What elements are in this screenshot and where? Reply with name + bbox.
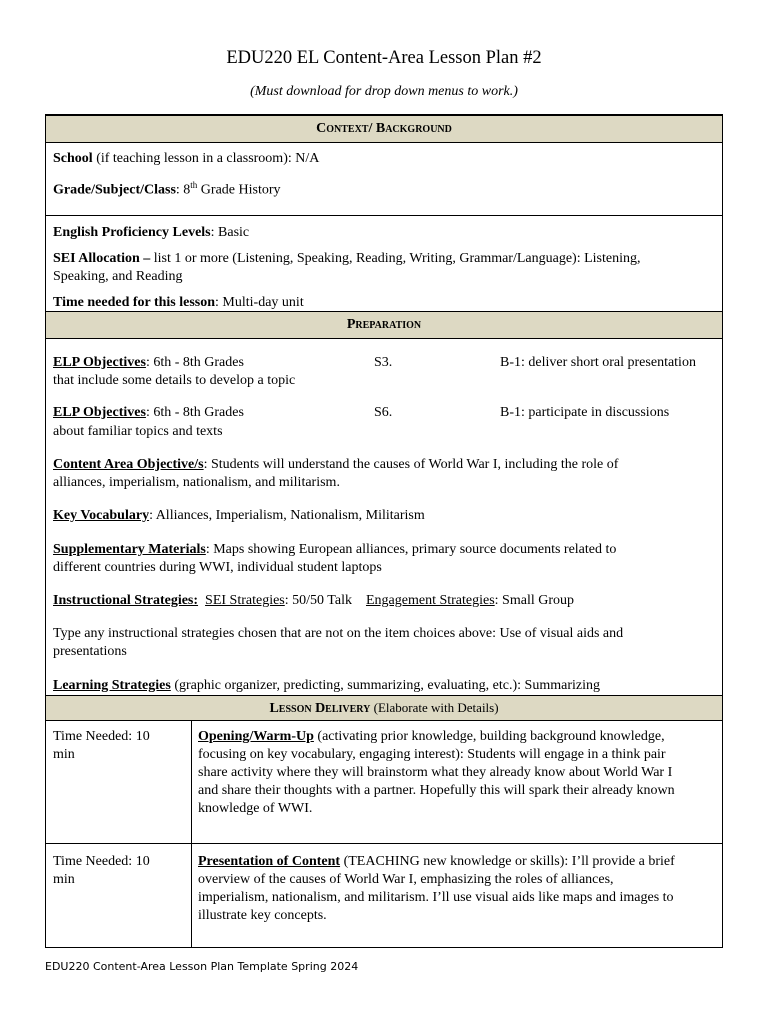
school-label: School [53,151,93,166]
content-objective-text[interactable]: : Students will understand the causes of World War I, including the role of [203,457,619,472]
row2-time-unit: min [53,872,75,887]
opening-line-5: knowledge of WWI. [198,801,313,816]
document-subtitle: (Must download for drop down menus to work.) [250,84,518,99]
grade-sup: th [190,180,198,190]
row1-content[interactable] [198,728,718,818]
time-row [53,294,712,312]
elp2-cont: about familiar topics and texts [53,424,223,439]
opening-heading: Opening/Warm-Up [198,729,314,744]
grade-label: Grade/Subject/Class [53,182,176,198]
vocabulary-text[interactable]: : Alliances, Imperialism, Nationalism, Militarism [149,508,425,523]
engagement-label: Engagement Strategies [365,593,495,608]
other-strategies-row[interactable]: Type any instructional strategies chosen that are not on the item choices above: Use of visual aids and [53,626,624,641]
vocabulary-label: Key Vocabulary [53,508,150,523]
presentation-line-2: overview of the causes of World War I, emphasizing the roles of alliances, [198,872,614,887]
school-row [53,150,712,168]
opening-line-2: focusing on key vocabulary, engaging interest): Students will engage in a think pair [198,747,666,762]
time-label: Time needed for this lesson [53,295,216,310]
delivery-band-label: Lesson Delivery [269,701,371,716]
supplementary-cont: different countries during WWI, individual student laptops [53,560,382,575]
content-objective-label: Content Area Objective/s [53,457,204,472]
learning-strategies-row [53,677,712,695]
preparation-band: Preparation [46,311,722,339]
context-divider [46,215,722,216]
elp2-standard[interactable]: S6. [374,405,393,420]
time-value[interactable]: : Multi-day unit [215,295,304,310]
elp1-label: ELP Objectives [53,355,146,370]
row1-time-unit: min [53,747,75,762]
elp2-label: ELP Objectives [53,405,146,420]
supplementary-text[interactable]: : Maps showing European alliances, primary source documents related to [205,542,617,557]
school-value[interactable]: (if teaching lesson in a classroom): N/A [92,151,320,166]
content-objective-row [53,456,712,474]
sei-label: SEI Allocation – [53,251,151,266]
row1-time-label: Time Needed: 10 [53,729,150,744]
supplementary-label: Supplementary Materials [53,542,206,557]
delivery-column-divider [191,720,192,947]
epl-value[interactable]: : Basic [210,225,250,240]
elp2-code[interactable]: B-1: participate in discussions [500,405,670,420]
presentation-heading: Presentation of Content [198,854,341,869]
row2-time[interactable] [53,853,150,889]
sei-row-cont: Speaking, and Reading [53,269,183,284]
context-band: Context/ Background [46,115,722,143]
row2-content[interactable] [198,853,718,925]
row1-time[interactable] [53,728,150,764]
elp1-code[interactable]: B-1: deliver short oral presentation [500,355,696,370]
other-strategies-cont: presentations [53,644,127,659]
opening-line-1: (activating prior knowledge, building background knowledge, [313,729,665,744]
row2-time-label: Time Needed: 10 [53,854,150,869]
delivery-band [46,695,722,721]
elp2-grades[interactable]: : 6th - 8th Grades [145,405,244,420]
presentation-line-3: imperialism, nationalism, and militarism. I’ll use visual aids like maps and images to [198,890,674,905]
vocabulary-row [53,507,712,525]
opening-line-3: share activity where they will brainstorm what they already know about World War I [198,765,673,780]
engagement-value[interactable]: : Small Group [494,593,575,608]
grade-pre: : 8 [175,182,191,198]
sei-row [53,250,712,268]
epl-row [53,224,712,242]
content-objective-cont: alliances, imperialism, nationalism, and militarism. [53,475,340,490]
learning-strategies-label: Learning Strategies [53,678,171,693]
document-title: EDU220 EL Content-Area Lesson Plan #2 [226,48,542,68]
elp1-cont: that include some details to develop a topic [53,373,296,388]
elp1-standard[interactable]: S3. [374,355,393,370]
elp1-grades[interactable]: : 6th - 8th Grades [145,355,244,370]
learning-strategies-text[interactable]: (graphic organizer, predicting, summarizing, evaluating, etc.): Summarizing [170,678,600,693]
presentation-line-1: (TEACHING new knowledge or skills): I’ll provide a brief [340,854,675,869]
instructional-label: Instructional Strategies: [53,593,199,608]
supplementary-row [53,541,712,559]
grade-row [53,176,712,200]
sei-strategies-label: SEI Strategies [205,593,285,608]
lesson-plan-table [45,114,723,948]
delivery-band-note: (Elaborate with Details) [370,700,499,715]
sei-text[interactable]: list 1 or more (Listening, Speaking, Reading, Writing, Grammar/Language): Listening, [150,251,641,266]
presentation-line-4: illustrate key concepts. [198,908,327,923]
instructional-row [53,592,712,610]
grade-value[interactable]: Grade History [197,182,281,198]
page-footer: EDU220 Content-Area Lesson Plan Template Spring 2024 [45,960,359,973]
delivery-row-divider [46,843,722,844]
epl-label: English Proficiency Levels [53,225,211,240]
sei-strategies-value[interactable]: : 50/50 Talk [284,593,352,608]
opening-line-4: and share their thoughts with a partner. Hopefully this will spark their already known [198,783,675,798]
